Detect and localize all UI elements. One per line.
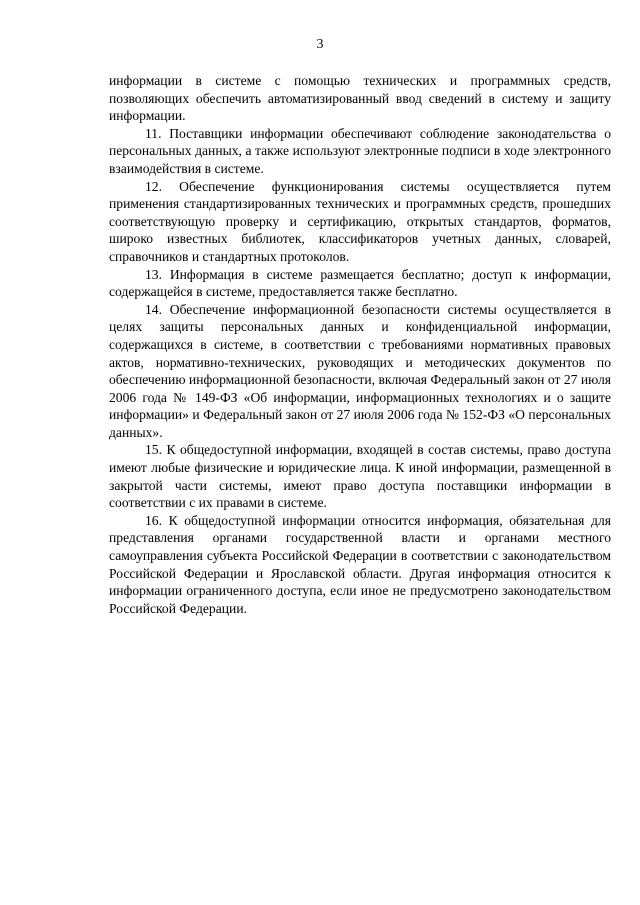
- page-number: 3: [316, 37, 324, 52]
- paragraph-continuation: информации в системе с помощью технических и программных средств, позволяющих обеспечить автоматизированный ввод сведений в систему и защиту информации.: [109, 73, 611, 124]
- paragraph-14: 14. Обеспечение информационной безопасности системы осуществляется в целях защиты персональных данных и конфиденциальной информации, содержащихся в системе, в соответствии с требованиями нормативных правовых актов, нормативно-технических, руководящих и методических документов по обеспечению информационной безопасности, включая Федеральный закон от 27 июля 2006 года № 149-ФЗ «Об информации, информационных технологиях и о защите информации» и Федеральный закон от 27 июля 2006 года № 152-ФЗ «О персональных данных».: [109, 301, 611, 440]
- paragraph-13: 13. Информация в системе размещается бесплатно; доступ к информации, содержащейся в системе, предоставляется также бесплатно.: [109, 266, 611, 300]
- paragraph-12: 12. Обеспечение функционирования системы осуществляется путем применения стандартизированных технических и программных средств, прошедших соответствующую проверку и сертификацию, открытых стандартов, форматов, широко известных библиотек, классификаторов учетных данных, словарей, справочников и стандартных протоколов.: [109, 178, 611, 264]
- document-body: [109, 72, 611, 617]
- paragraph-11: 11. Поставщики информации обеспечивают соблюдение законодательства о персональных данных, а также используют электронные подписи в ходе электронного взаимодействия в системе.: [109, 125, 611, 176]
- paragraph-15: 15. К общедоступной информации, входящей в состав системы, право доступа имеют любые физические и юридические лица. К иной информации, размещенной в закрытой части системы, имеют право доступа поставщики информации в соответствии с их правами в системе.: [109, 442, 611, 511]
- paragraph-16: 16. К общедоступной информации относится информация, обязательная для представления органами государственной власти и органами местного самоуправления субъекта Российской Федерации в соответствии с законодательством Российской Федерации и Ярославской области. Другая информация относится к информации ограниченного доступа, если иное не предусмотрено законодательством Российской Федерации.: [109, 512, 611, 616]
